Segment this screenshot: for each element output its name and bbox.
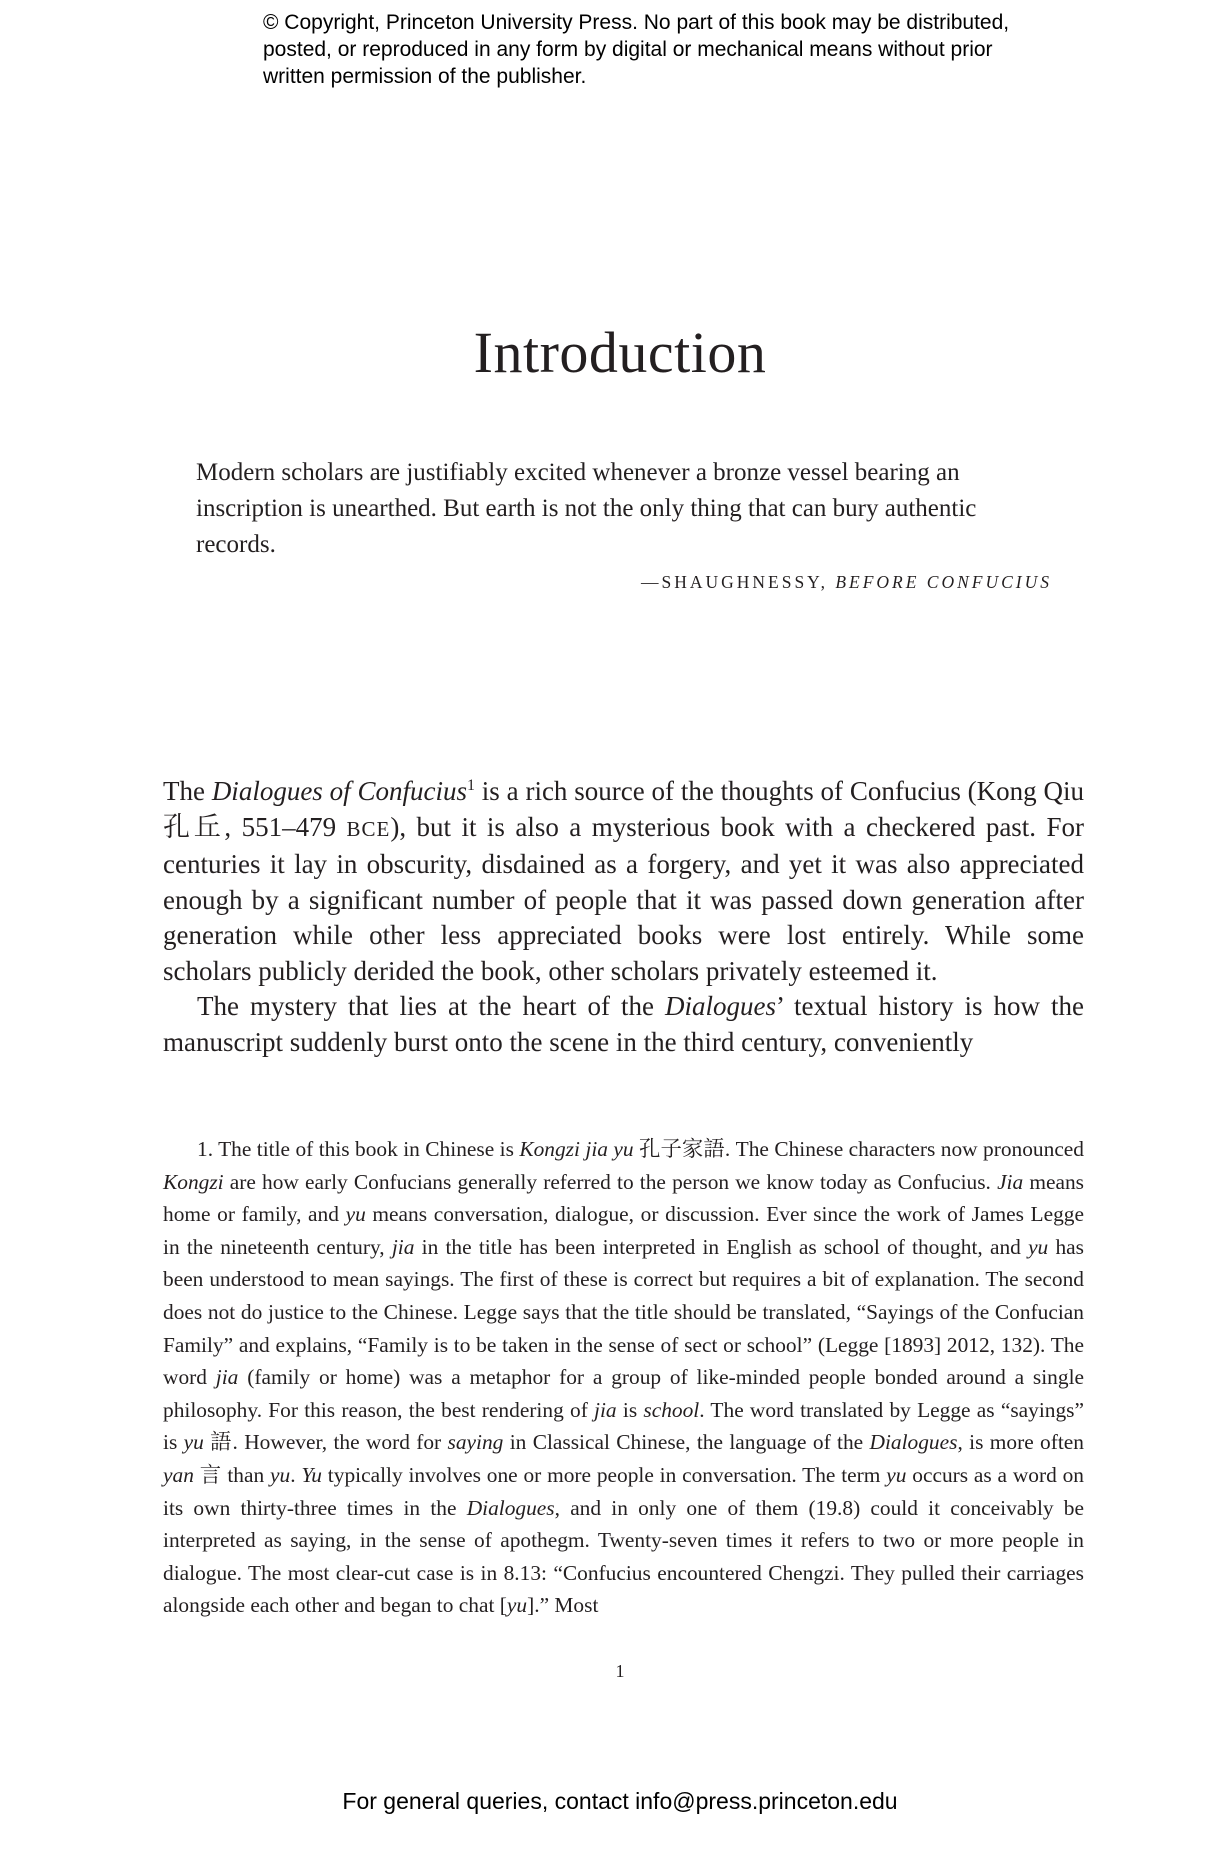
p1-era: BCE bbox=[346, 816, 391, 841]
attribution-dash: — bbox=[640, 572, 662, 592]
fn-seg: . bbox=[290, 1462, 302, 1487]
fn-seg: are how early Confucians generally referred to the person we know today as Confucius. bbox=[223, 1169, 998, 1194]
fn-seg: has been understood to mean sayings. The first of these is correct but requires a bit of explanation. The second does not do justice to the Chinese. Legge says that the title should be translated, “Sayings of the Confucian Family” and explains, “Family is to be taken in the sense of sect or school” (Legge [1893] 2012, 132). The word bbox=[163, 1234, 1084, 1390]
p2-text-b: ’ textual history is how the manuscript suddenly burst onto the scene in the third century, conveniently bbox=[163, 991, 1084, 1057]
p1-book-title: Dialogues of Confucius bbox=[211, 776, 467, 806]
fn-italic: Yu bbox=[301, 1462, 322, 1487]
fn-italic: yu bbox=[1028, 1234, 1049, 1259]
fn-seg: typically involves one or more people in conversation. The term bbox=[322, 1462, 887, 1487]
fn-italic: jia bbox=[594, 1397, 617, 1422]
epigraph-attribution bbox=[600, 568, 1052, 596]
p2-text-a: The mystery that lies at the heart of the bbox=[197, 991, 665, 1021]
chapter-title: Introduction bbox=[473, 320, 767, 385]
fn-seg: (family or home) was a metaphor for a group of like-minded people bonded around a single philosophy. For this reason, the best rendering of bbox=[163, 1365, 1085, 1422]
fn-italic: yu bbox=[183, 1430, 204, 1455]
attribution-work: BEFORE CONFUCIUS bbox=[835, 572, 1052, 592]
page-number: 1 bbox=[615, 1661, 625, 1681]
fn-italic: school bbox=[643, 1397, 700, 1422]
footnote-ref-1[interactable]: 1 bbox=[466, 777, 475, 794]
body-paragraph-1 bbox=[163, 774, 1084, 989]
footnote-1 bbox=[163, 1133, 1084, 1622]
fn-italic: Kongzi bbox=[163, 1169, 224, 1194]
fn-italic: yu bbox=[886, 1462, 907, 1487]
footnote-paragraph bbox=[163, 1133, 1084, 1622]
fn-seg: 1. The title of this book in Chinese is bbox=[197, 1137, 520, 1161]
fn-seg: in the title has been interpreted in English as school of thought, and bbox=[414, 1234, 1029, 1259]
fn-seg: ].” Most bbox=[527, 1593, 599, 1618]
fn-italic: saying bbox=[447, 1430, 504, 1455]
fn-seg: . The word translated by Legge as “sayings” is bbox=[163, 1397, 1084, 1455]
fn-italic: yan bbox=[163, 1462, 194, 1487]
fn-italic: jia bbox=[215, 1365, 239, 1390]
fn-italic: yu bbox=[270, 1462, 291, 1487]
fn-seg: in Classical Chinese, the language of the bbox=[503, 1430, 870, 1455]
contact-footer: For general queries, contact info@press.princeton.edu bbox=[342, 1788, 898, 1814]
fn-italic: Kongzi jia yu bbox=[519, 1137, 634, 1161]
fn-italic: Dialogues bbox=[466, 1495, 555, 1520]
fn-seg: 言 than bbox=[193, 1462, 270, 1487]
p1-text-b: is a rich source of the thoughts of Confucius (Kong Qiu 孔丘, 551–479 bbox=[163, 776, 1084, 842]
fn-italic: Dialogues bbox=[869, 1430, 958, 1455]
p1-text-a: The bbox=[163, 776, 212, 806]
fn-italic: Jia bbox=[997, 1169, 1024, 1194]
fn-seg: means home or family, and bbox=[163, 1169, 1084, 1227]
fn-seg: is bbox=[616, 1397, 644, 1422]
fn-seg: occurs as a word on its own thirty-three times in the bbox=[163, 1462, 1084, 1520]
fn-seg: 孔子家語. The Chinese characters now pronounced bbox=[633, 1137, 1085, 1161]
p2-book-title: Dialogues bbox=[664, 991, 776, 1021]
body-paragraph-2 bbox=[163, 989, 1084, 1060]
copyright-notice: © Copyright, Princeton University Press. No part of this book may be distributed, posted, or reproduced in any form by digital or mechanical means without prior written permission of the publisher. bbox=[263, 11, 1010, 88]
p1-text-c: ), but it is also a mysterious book with a checkered past. For centuries it lay in obscurity, disdained as a forgery, and yet it was also appreciated enough by a significant number of people that it was passed down generation after generation while other less appreciated books were lost entirely. While some scholars publicly derided the book, other scholars privately esteemed it. bbox=[163, 811, 1085, 986]
fn-italic: yu bbox=[506, 1593, 528, 1618]
epigraph-quote: Modern scholars are justifiably excited whenever a bronze vessel bearing an inscription is unearthed. But earth is not the only thing that can bury authentic records. bbox=[196, 459, 977, 558]
fn-italic: jia bbox=[391, 1234, 415, 1259]
body-text bbox=[163, 774, 1084, 1060]
attribution-author: SHAUGHNESSY, bbox=[661, 572, 828, 592]
fn-seg: means conversation, dialogue, or discussion. Ever since the work of James Legge in the nineteenth century, bbox=[163, 1202, 1084, 1259]
fn-seg: , and in only one of them (19.8) could it conceivably be interpreted as saying, in the sense of apothegm. Twenty-seven times it refers to two or more people in dialogue. The most clear-cut case is in 8.13: “Confucius encountered Chengzi. They pulled their carriages alongside each other and began to chat [ bbox=[163, 1495, 1084, 1618]
fn-seg: , is more often bbox=[957, 1430, 1084, 1455]
fn-italic: yu bbox=[345, 1202, 366, 1227]
fn-seg: 語. However, the word for bbox=[203, 1430, 448, 1455]
